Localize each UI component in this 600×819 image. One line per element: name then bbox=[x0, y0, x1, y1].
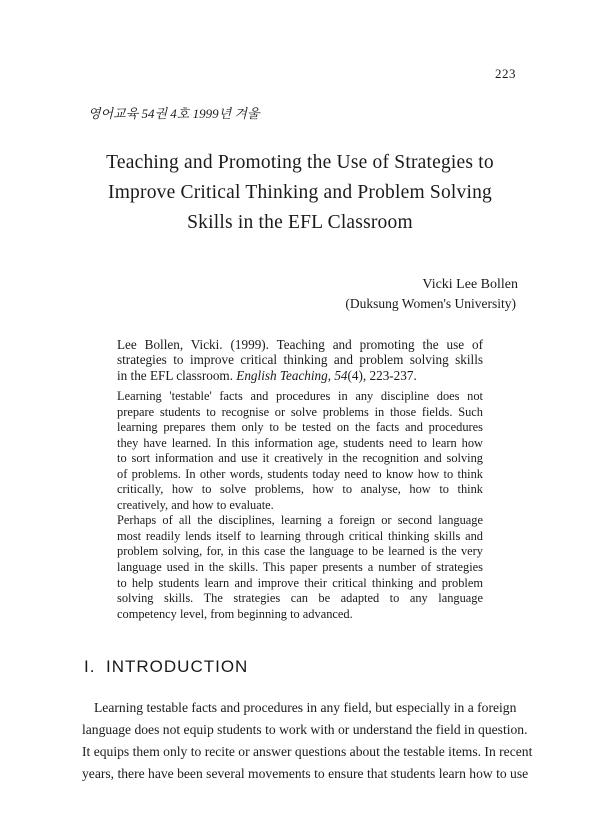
section-heading bbox=[84, 657, 248, 677]
title-line: Improve Critical Thinking and Problem Solving bbox=[108, 182, 492, 203]
abstract-line: competency level, from beginning to advanced. bbox=[117, 606, 353, 621]
paper-title bbox=[60, 148, 540, 238]
section-title: INTRODUCTION bbox=[106, 657, 249, 676]
abstract-line: to sort information and use it creatively in the recognition and solving bbox=[117, 451, 483, 466]
body-line: language does not equip students to work with or understand the field in question. bbox=[82, 722, 528, 737]
citation-issue: (4), 223-237. bbox=[347, 367, 417, 383]
abstract-line: Perhaps of all the disciplines, learning a foreign or second language bbox=[117, 513, 483, 528]
page-number: 223 bbox=[495, 66, 516, 81]
citation-line: Lee Bollen, Vicki. (1999). Teaching and promoting the use of bbox=[117, 337, 483, 352]
abstract-line: creatively, and how to evaluate. bbox=[117, 497, 274, 512]
author-name: Vicki Lee Bollen bbox=[422, 277, 518, 292]
title-line: Teaching and Promoting the Use of Strategies to bbox=[106, 152, 494, 173]
abstract-line: solving skills. The strategies can be adapted to any language bbox=[117, 591, 483, 606]
abstract-line: to help students learn and improve their critical thinking and problem bbox=[117, 575, 483, 590]
abstract-line: Learning 'testable' facts and procedures in any discipline does not bbox=[117, 389, 483, 403]
citation-line bbox=[117, 368, 483, 383]
journal-header: 영어교육 54권 4호 1999년 겨울 bbox=[88, 106, 260, 121]
abstract-line: prepare students to recognise or solve problems in those fields. Such bbox=[117, 404, 483, 419]
abstract-line: language used in the skills. This paper presents a number of strategies bbox=[117, 560, 483, 575]
citation bbox=[117, 337, 483, 383]
abstract-line: they have learned. In this information age, students need to learn how bbox=[117, 435, 483, 450]
body-line: It equips them only to recite or answer questions about the testable items. In recent bbox=[82, 744, 533, 759]
abstract-line: critically, how to solve problems, how to analyse, how to think bbox=[117, 482, 483, 497]
title-line: Skills in the EFL Classroom bbox=[187, 212, 413, 233]
abstract-line: problem solving, for, in this case the language to be learned is the very bbox=[117, 544, 483, 559]
body-line: years, there have been several movements to ensure that students learn how to use bbox=[82, 766, 529, 781]
abstract-line: most readily lends itself to learning through critical thinking skills and bbox=[117, 528, 483, 543]
abstract-line: of problems. In other words, students today need to know how to think bbox=[117, 466, 483, 481]
body-line: Learning testable facts and procedures in any field, but especially in a foreign bbox=[94, 700, 517, 715]
abstract bbox=[117, 389, 483, 622]
citation-line: strategies to improve critical thinking and problem solving skills bbox=[117, 352, 483, 368]
citation-line-prefix: in the EFL classroom. bbox=[117, 367, 233, 383]
section-number: I. bbox=[84, 657, 96, 676]
body-text bbox=[82, 697, 533, 785]
citation-journal: English Teaching, 54 bbox=[236, 367, 348, 383]
abstract-line: learning prepares them only to be tested on the facts and procedures bbox=[117, 420, 483, 435]
author-affiliation: (Duksung Women's University) bbox=[345, 296, 516, 311]
